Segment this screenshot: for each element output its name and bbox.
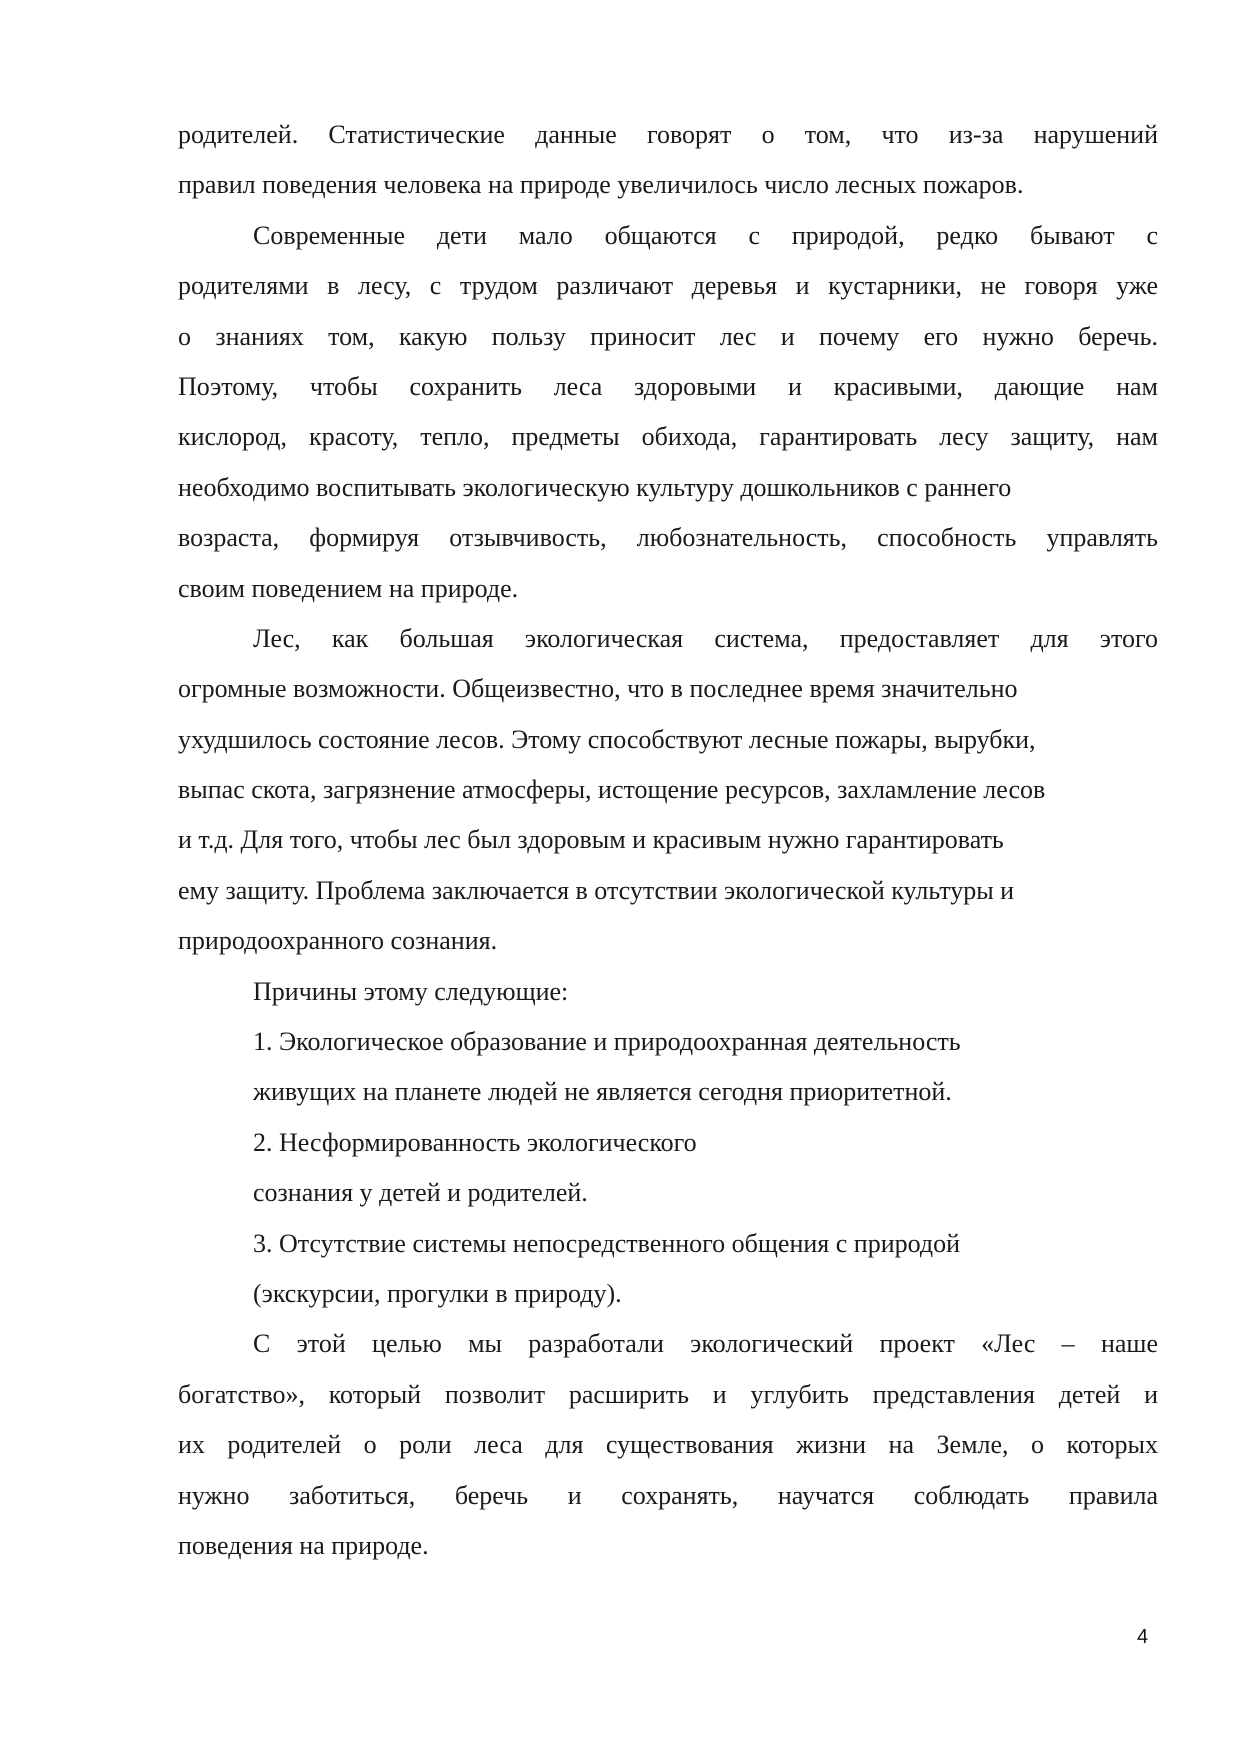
list-item: 3. Отсутствие системы непосредственного общения с природой (253, 1228, 961, 1258)
text-line: их родителей о роли леса для существования жизни на Земле, о которых (178, 1430, 1158, 1460)
text-line: и т.д. Для того, чтобы лес был здоровым и красивым нужно гарантировать (178, 825, 1004, 855)
text-line: ему защиту. Проблема заключается в отсутствии экологической культуры и (178, 875, 1015, 905)
body-text (178, 110, 1158, 1571)
list-item: 2. Несформированность экологического (253, 1127, 697, 1157)
text-line: природоохранного сознания. (178, 926, 498, 956)
text-line: богатство», который позволит расширить и углубить представления детей и (178, 1379, 1158, 1409)
text-line: ухудшилось состояние лесов. Этому способствуют лесные пожары, вырубки, (178, 724, 1036, 754)
text-line: кислород, красоту, тепло, предметы обихода, гарантировать лесу защиту, нам (178, 422, 1158, 452)
text-line: возраста, формируя отзывчивость, любознательность, способность управлять (178, 523, 1158, 553)
text-line: С этой целью мы разработали экологический проект «Лес – наше (253, 1329, 1158, 1359)
text-line: поведения на природе. (178, 1530, 429, 1560)
text-line: Современные дети мало общаются с природой, редко бывают с (253, 220, 1158, 250)
text-line: необходимо воспитывать экологическую культуру дошкольников с раннего (178, 472, 1012, 502)
text-line: своим поведением на природе. (178, 573, 519, 603)
page-number: 4 (1137, 1626, 1149, 1648)
text-line: родителями в лесу, с трудом различают деревья и кустарники, не говоря уже (178, 271, 1158, 301)
text-line: Лес, как большая экологическая система, предоставляет для этого (253, 623, 1158, 653)
list-item: 1. Экологическое образование и природоохранная деятельность (253, 1027, 961, 1057)
text-line: Причины этому следующие: (253, 976, 569, 1006)
text-line: нужно заботиться, беречь и сохранять, научатся соблюдать правила (178, 1480, 1158, 1510)
text-line: правил поведения человека на природе увеличилось число лесных пожаров. (178, 170, 1024, 200)
text-line: родителей. Статистические данные говорят о том, что из-за нарушений (178, 120, 1158, 149)
text-line: о знаниях том, какую пользу приносит лес и почему его нужно беречь. (178, 321, 1158, 351)
text-line: Поэтому, чтобы сохранить леса здоровыми и красивыми, дающие нам (178, 371, 1158, 401)
list-item: живущих на планете людей не является сегодня приоритетной. (253, 1077, 952, 1107)
list-item: (экскурсии, прогулки в природу). (253, 1278, 622, 1308)
text-line: выпас скота, загрязнение атмосферы, истощение ресурсов, захламление лесов (178, 775, 1046, 805)
list-item: сознания у детей и родителей. (253, 1178, 588, 1208)
text-line: огромные возможности. Общеизвестно, что в последнее время значительно (178, 674, 1018, 704)
